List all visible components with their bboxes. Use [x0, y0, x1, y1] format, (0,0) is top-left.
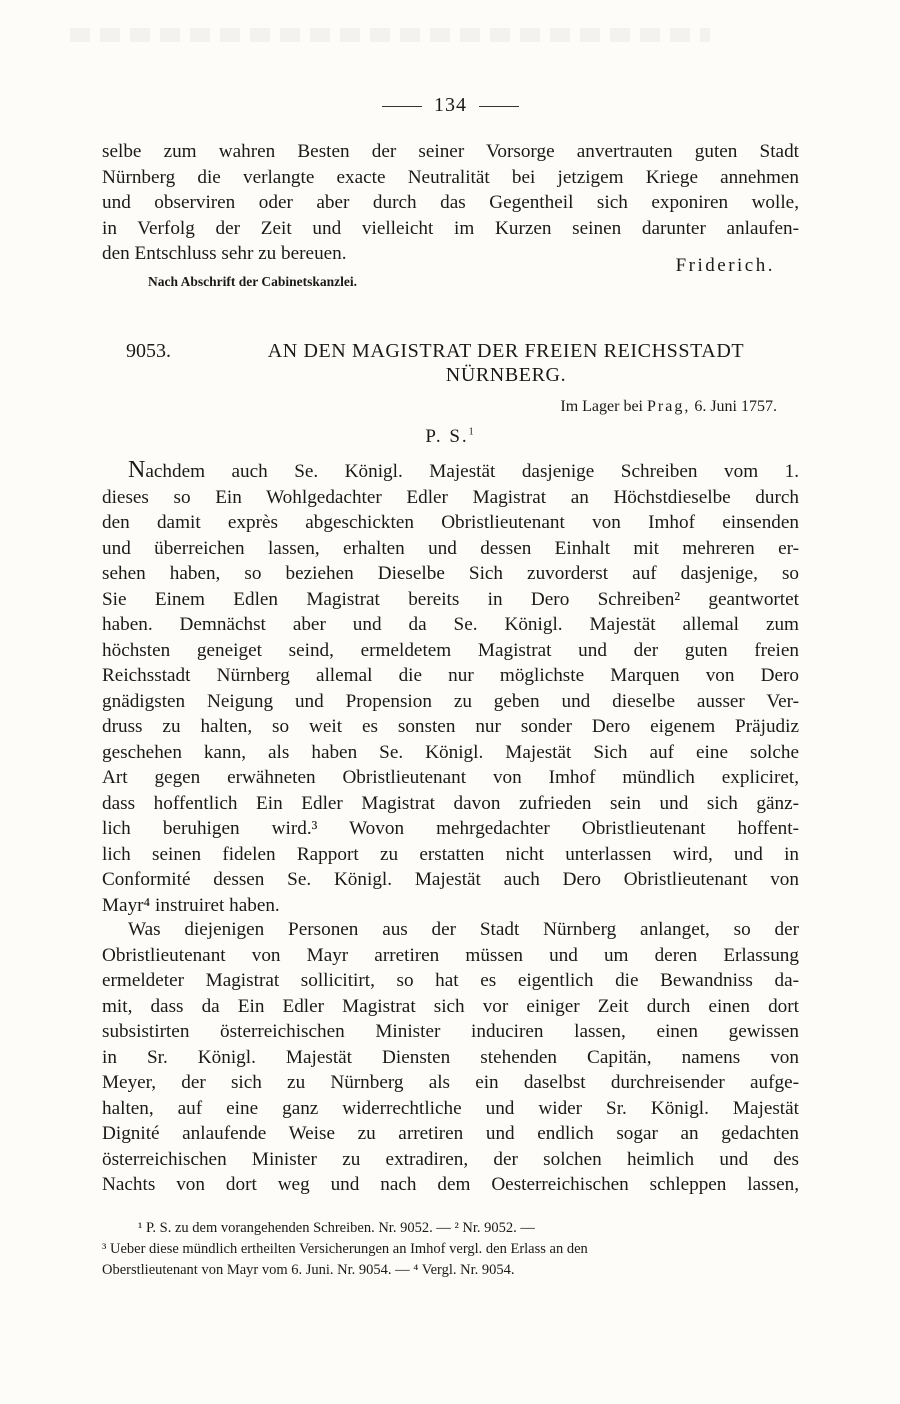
dateline-prefix: Im Lager bei	[560, 398, 643, 415]
header-dash-left	[382, 106, 422, 107]
text-line: Dignité anlaufende Weise zu arretiren und endlich sogar an gedachten	[102, 1123, 799, 1144]
document-heading	[206, 339, 806, 387]
text-line: haben. Demnächst aber und da Se. Königl. Majestät allemal zum	[102, 614, 799, 635]
text-line: Reichsstadt Nürnberg allemal die nur möglichste Marquen von Dero	[102, 665, 799, 686]
text-line: und observiren oder aber durch das Gegentheil sich exponiren wolle,	[102, 192, 799, 213]
text-line: den Entschluss sehr zu bereuen.	[102, 243, 347, 264]
footnotes	[102, 1218, 799, 1281]
text-line: ermeldeter Magistrat sollicitirt, so hat es eigentlich die Bewandniss da-	[102, 970, 799, 991]
first-line-text: achdem auch Se. Königl. Majestät dasjenige Schreiben vom 1.	[145, 461, 799, 482]
text-line: Obristlieutenant von Mayr arretiren müssen und um deren Erlassung	[102, 944, 799, 966]
text-line: österreichischen Minister zu extradiren, der solchen heimlich und des	[102, 1148, 799, 1170]
ps-text: P. S.	[425, 426, 469, 447]
text-line: den damit exprès abgeschickten Obristlieutenant von Imhof einsenden	[102, 512, 799, 533]
text-line: selbe zum wahren Besten der seiner Vorsorge anvertrauten guten Stadt	[102, 141, 799, 162]
document-number: 9053.	[126, 340, 171, 362]
text-line: subsistirten österreichischen Minister induciren lassen, einen gewissen	[102, 1021, 799, 1042]
text-line	[102, 458, 799, 485]
text-line: Sie Einem Edlen Magistrat bereits in Dero Schreiben² geantwortet	[102, 588, 799, 610]
text-line: höchsten geneiget seind, ermeldetem Magistrat und der guten freien	[102, 639, 799, 661]
dateline-date: 6. Juni 1757.	[694, 398, 777, 415]
header-dash-right	[479, 106, 519, 107]
signature: Friderich.	[675, 255, 775, 276]
text-line: mit, dass da Ein Edler Magistrat sich vor einiger Zeit durch einen dort	[102, 995, 799, 1017]
scan-noise	[70, 28, 710, 42]
text-line: lich seinen fidelen Rapport zu erstatten nicht unterlassen wird, und in	[102, 843, 799, 865]
text-line: in Verfolg der Zeit und vielleicht im Kurzen seinen darunter anlaufen-	[102, 217, 799, 239]
text-line: druss zu halten, so weit es sonsten nur sonder Dero eigenem Präjudiz	[102, 716, 799, 737]
text-line: lich beruhigen wird.³ Wovon mehrgedachter Obristlieutenant hoffent-	[102, 818, 799, 839]
dropcap-letter: N	[128, 457, 146, 483]
ps-footnote-mark: 1	[468, 426, 476, 438]
postscript-label	[102, 426, 799, 448]
heading-line-1: AN DEN MAGISTRAT DER FREIEN REICHSSTADT	[267, 340, 745, 362]
text-line: Nachts von dort weg und nach dem Oesterreichischen schleppen lassen,	[102, 1174, 799, 1195]
text-line: gnädigsten Neigung und Propension zu geben und dieselbe ausser Ver-	[102, 690, 799, 712]
footnote-line: ³ Ueber diese mündlich ertheilten Versicherungen an Imhof vergl. den Erlass an den	[102, 1241, 588, 1257]
text-line: Mayr⁴ instruiret haben.	[102, 894, 280, 916]
continued-letter-text	[102, 139, 799, 267]
text-line: Was diejenigen Personen aus der Stadt Nürnberg anlanget, so der	[128, 919, 799, 940]
page-header	[102, 94, 799, 117]
footnote-line: ¹ P. S. zu dem vorangehenden Schreiben. Nr. 9052. — ² Nr. 9052. —	[138, 1220, 535, 1236]
paragraph-2	[102, 917, 799, 1198]
heading-line-2: NÜRNBERG.	[445, 364, 567, 386]
dateline-place: Prag,	[647, 398, 691, 415]
source-note: Nach Abschrift der Cabinetskanzlei.	[148, 274, 358, 289]
text-line: und überreichen lassen, erhalten und dessen Einhalt mit mehreren er-	[102, 537, 799, 559]
page-number: 134	[434, 94, 467, 116]
text-line: halten, auf eine ganz widerrechtliche und wider Sr. Königl. Majestät	[102, 1097, 799, 1119]
text-line: dass hoffentlich Ein Edler Magistrat davon zufrieden sein und sich gänz-	[102, 792, 799, 814]
text-line: Meyer, der sich zu Nürnberg als ein daselbst durchreisender aufge-	[102, 1072, 799, 1093]
paragraph-1	[102, 458, 799, 918]
text-line: Art gegen erwähneten Obristlieutenant von Imhof mündlich expliciret,	[102, 767, 799, 788]
dateline	[560, 398, 777, 416]
text-line: Nürnberg die verlangte exacte Neutralität bei jetzigem Kriege annehmen	[102, 166, 799, 188]
text-line: sehen haben, so beziehen Dieselbe Sich zuvorderst auf dasjenige, so	[102, 563, 799, 584]
text-line: geschehen kann, als haben Se. Königl. Majestät Sich auf eine solche	[102, 741, 799, 763]
text-line: in Sr. Königl. Majestät Diensten stehenden Capitän, namens von	[102, 1046, 799, 1068]
footnote-line: Oberstlieutenant von Mayr vom 6. Juni. Nr. 9054. — ⁴ Vergl. Nr. 9054.	[102, 1262, 515, 1278]
text-line: Conformité dessen Se. Königl. Majestät auch Dero Obristlieutenant von	[102, 869, 799, 890]
text-line: dieses so Ein Wohlgedachter Edler Magistrat an Höchstdieselbe durch	[102, 486, 799, 508]
